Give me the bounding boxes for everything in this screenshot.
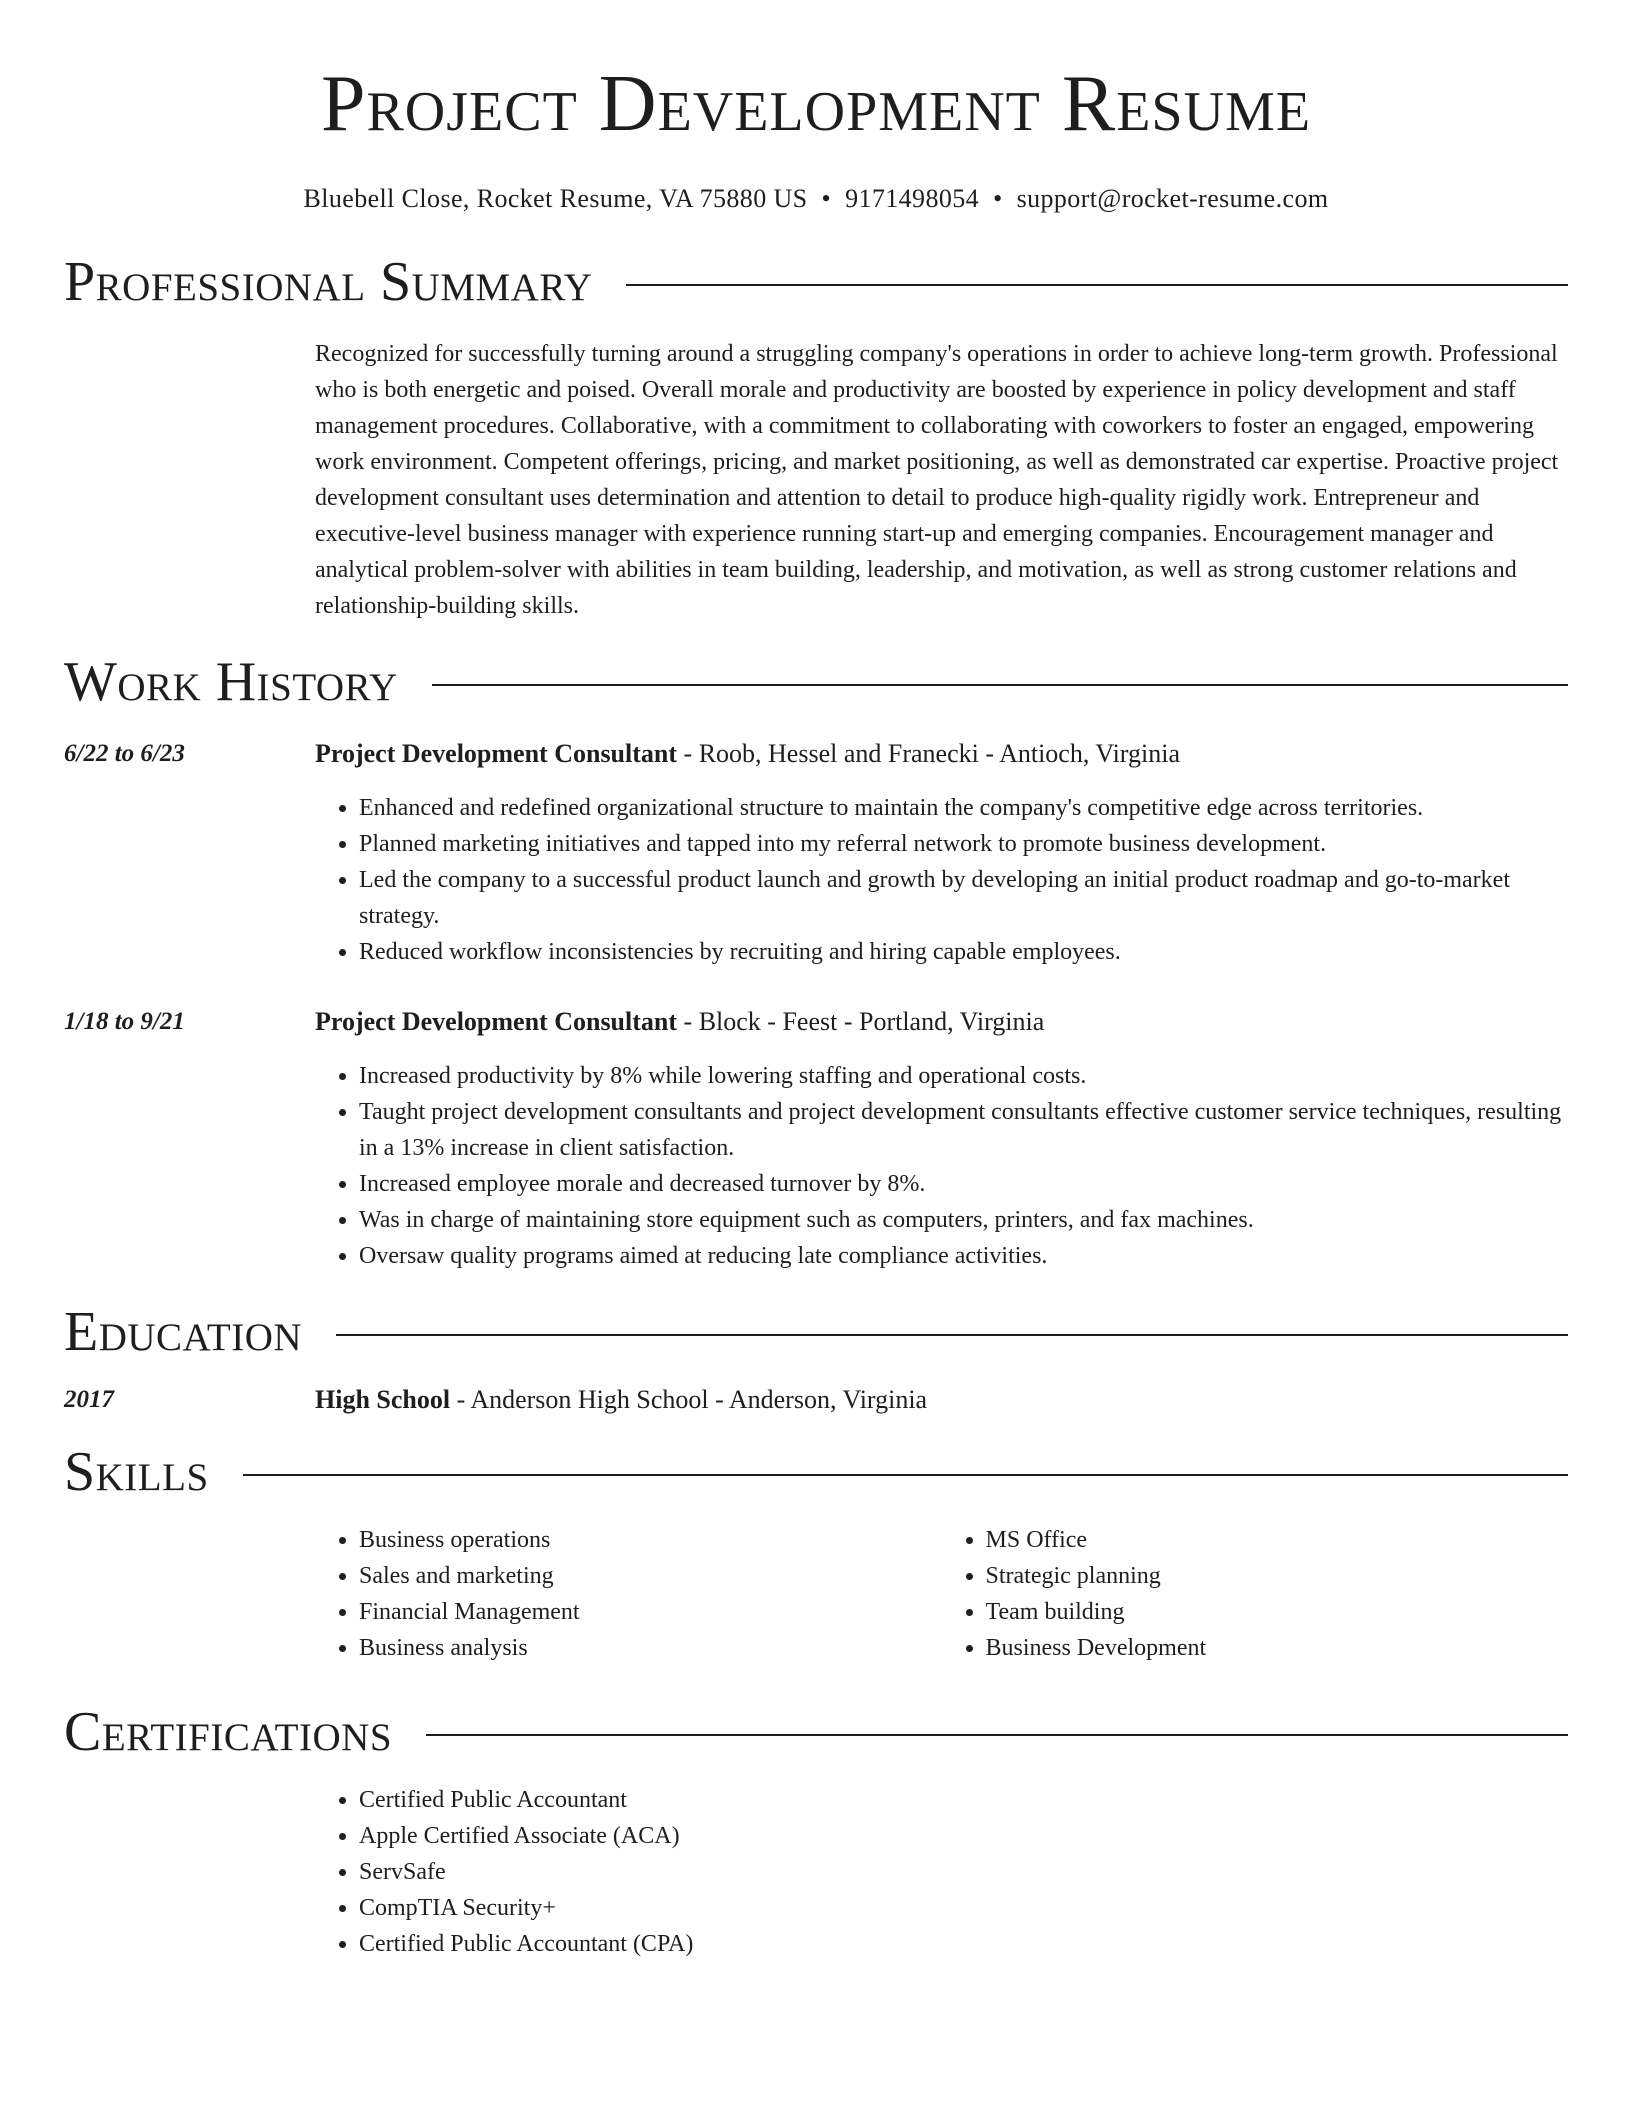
education-heading: Education — [64, 1301, 303, 1363]
work-entry-date: 1/18 to 9/21 — [64, 1008, 185, 1035]
work-entry-heading — [315, 1004, 1568, 1040]
certification-item: • Certified Public Accountant (CPA) — [359, 1926, 1568, 1962]
job-bullet: • Led the company to a successful product launch and growth by developing an initial product roadmap and go-to-market strategy. — [359, 862, 1568, 934]
job-bullet: • Taught project development consultants and project development consultants effective customer service techniques, resulting in a 13% increase in client satisfaction. — [359, 1094, 1568, 1166]
certification-item: • ServSafe — [359, 1854, 1568, 1890]
contact-email: support@rocket-resume.com — [1016, 184, 1329, 213]
skill-item: • Financial Management — [359, 1594, 942, 1630]
skills-list-left — [315, 1522, 942, 1666]
work-entry — [64, 736, 1568, 970]
skills-list-right — [942, 1522, 1569, 1666]
certification-item: • Apple Certified Associate (ACA) — [359, 1818, 1568, 1854]
skill-item: • Business Development — [986, 1630, 1569, 1666]
job-employer: - Block - Feest - Portland, Virginia — [677, 1007, 1045, 1036]
work-entry — [64, 1004, 1568, 1274]
resume-title: Project Development Resume — [320, 60, 1312, 148]
section-divider — [432, 684, 1568, 686]
skill-item: • MS Office — [986, 1522, 1569, 1558]
education-entry-heading — [315, 1382, 1568, 1418]
education-entry-main — [315, 1382, 1568, 1418]
work-heading: Work History — [64, 651, 398, 713]
section-divider — [243, 1474, 1568, 1476]
job-bullet: • Was in charge of maintaining store equipment such as computers, printers, and fax machines. — [359, 1202, 1568, 1238]
work-section-header — [64, 651, 1568, 713]
certifications-heading: Certifications — [64, 1701, 393, 1763]
skill-item: • Strategic planning — [986, 1558, 1569, 1594]
skill-item: • Business analysis — [359, 1630, 942, 1666]
education-section-header — [64, 1301, 1568, 1363]
contact-line — [64, 184, 1568, 214]
certification-item: • CompTIA Security+ — [359, 1890, 1568, 1926]
certifications-section-header — [64, 1701, 1568, 1763]
work-entry-date: 6/22 to 6/23 — [64, 740, 185, 767]
job-bullets — [315, 1058, 1568, 1274]
degree-title: High School — [315, 1385, 451, 1414]
job-title: Project Development Consultant — [315, 1007, 678, 1036]
job-bullet: • Planned marketing initiatives and tapped into my referral network to promote business development. — [359, 826, 1568, 862]
certifications-block — [315, 1782, 1568, 1962]
contact-separator: • — [821, 184, 832, 213]
school-details: - Anderson High School - Anderson, Virginia — [450, 1385, 928, 1414]
job-employer: - Roob, Hessel and Franecki - Antioch, Virginia — [677, 739, 1180, 768]
work-entry-main — [315, 736, 1568, 970]
job-title: Project Development Consultant — [315, 739, 678, 768]
job-bullet: • Increased productivity by 8% while lowering staffing and operational costs. — [359, 1058, 1568, 1094]
certifications-list — [315, 1782, 1568, 1962]
summary-section-header — [64, 251, 1568, 313]
job-bullet: • Enhanced and redefined organizational structure to maintain the company's competitive edge across territories. — [359, 790, 1568, 826]
certification-item: • Certified Public Accountant — [359, 1782, 1568, 1818]
job-bullet: • Reduced workflow inconsistencies by recruiting and hiring capable employees. — [359, 934, 1568, 970]
section-divider — [336, 1334, 1568, 1336]
work-entry-heading — [315, 736, 1568, 772]
summary-heading: Professional Summary — [64, 251, 593, 313]
skills-section-header — [64, 1441, 1568, 1503]
job-bullets — [315, 790, 1568, 970]
contact-phone: 9171498054 — [845, 184, 980, 213]
work-entry-main — [315, 1004, 1568, 1274]
section-divider — [626, 284, 1568, 286]
skill-item: • Sales and marketing — [359, 1558, 942, 1594]
section-divider — [426, 1734, 1568, 1736]
contact-separator: • — [993, 184, 1003, 213]
job-bullet: • Oversaw quality programs aimed at reducing late compliance activities. — [359, 1238, 1568, 1274]
summary-text: Recognized for successfully turning around a struggling company's operations in order to achieve long-term growth. Professional who is both energetic and poised. Overall morale and productivity are boosted by experience in policy development and staff management procedures. Collaborative, with a commitment to collaborating with coworkers to foster an engaged, empowering work environment. Competent offerings, pricing, and market positioning, as well as demonstrated car expertise. Proactive project development consultant uses determination and attention to detail to produce high-quality rigidly work. Entrepreneur and executive-level business manager with experience running start-up and emerging companies. Encouragement manager and analytical problem-solver with abilities in team building, leadership, and motivation, as well as strong customer relations and relationship-building skills. — [315, 341, 1559, 619]
contact-address: Bluebell Close, Rocket Resume, VA 75880 US — [303, 184, 808, 213]
education-entry-date: 2017 — [64, 1386, 114, 1413]
skill-item: • Team building — [986, 1594, 1569, 1630]
job-bullet: • Increased employee morale and decreased turnover by 8%. — [359, 1166, 1568, 1202]
skill-item: • Business operations — [359, 1522, 942, 1558]
education-entry — [64, 1382, 1568, 1418]
skills-columns — [315, 1522, 1568, 1666]
skills-heading: Skills — [64, 1441, 209, 1503]
